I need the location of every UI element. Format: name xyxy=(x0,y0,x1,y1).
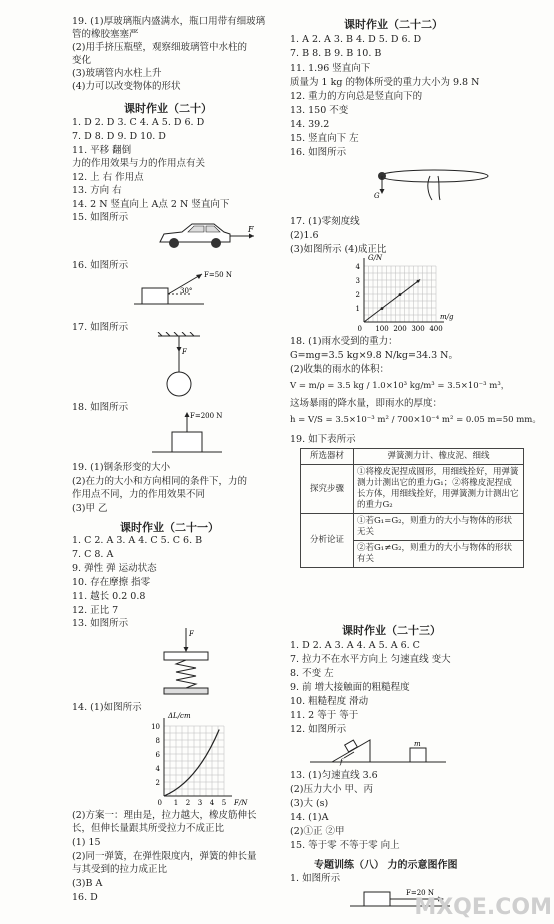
force-label: F xyxy=(189,630,194,638)
answer-line: 11. 2 等于 等于 xyxy=(290,710,359,721)
data-point xyxy=(399,293,402,296)
y-tick-label: 6 xyxy=(155,751,160,759)
data-line xyxy=(364,279,420,322)
q19-line: 19. (1)厚玻璃瓶内盛满水，瓶口用带有细玻璃 xyxy=(72,16,266,27)
y-tick-label: 3 xyxy=(355,277,360,285)
answer-line: (2)同一弹簧，在弹性限度内，弹簧的伸长量 xyxy=(72,851,257,862)
force-label: F xyxy=(182,348,187,356)
table-cell: 探究步骤 xyxy=(301,465,354,514)
gravity-label: G xyxy=(374,192,380,200)
x-tick-label: 3 xyxy=(197,799,203,807)
answer-line: 13. (1)匀速直线 3.6 xyxy=(290,770,378,781)
answer-line: 14. 39.2 xyxy=(290,119,330,130)
answer-line: 11. 平移 翻倒 xyxy=(72,145,132,156)
answer-line: (1) 15 xyxy=(72,837,101,848)
table-cell: ②若G₁≠G₂，则重力的大小与物体的形状有关 xyxy=(354,541,524,568)
x-tick-label: 5 xyxy=(221,799,227,807)
circular-motion-figure xyxy=(342,158,492,202)
box-force-figure xyxy=(152,410,232,456)
q19-line: (4)力可以改变物体的形状 xyxy=(72,81,181,92)
answer-line: G=mg=3.5 kg×9.8 N/kg=34.3 N。 xyxy=(290,350,458,361)
answer-line: 9. 弹性 弹 运动状态 xyxy=(72,563,157,574)
answer-line: 这场暴雨的降水量，即雨水的厚度： xyxy=(290,398,443,409)
answer-line: 长，但伸长量跟其所受拉力不成正比 xyxy=(72,823,225,834)
hanging-ball-figure xyxy=(154,332,214,402)
y-axis-label: ΔL/cm xyxy=(168,712,191,720)
answer-line: 15. 如图所示 xyxy=(72,212,129,223)
answer-line: 19. (1)钢条形变的大小 xyxy=(72,462,171,473)
heading-lesson-21: 课时作业（二十一） xyxy=(120,521,219,534)
car-figure xyxy=(158,222,258,252)
answer-line: (3)B A xyxy=(72,878,103,889)
y-tick-label: 2 xyxy=(155,779,160,787)
table-cell: 弹簧测力计、橡皮泥、细线 xyxy=(354,449,524,465)
answer-line: 10. 存在摩擦 指零 xyxy=(72,577,151,588)
force-label: F xyxy=(248,225,254,234)
q19-line: 变化 xyxy=(72,55,92,66)
x-tick-label: 400 xyxy=(429,325,443,333)
answer-line: 17. (1)零刻度线 xyxy=(290,216,360,227)
x-tick-label: 1 xyxy=(173,799,179,807)
answer-line: 12. 正比 7 xyxy=(72,605,119,616)
graph-G-vs-m xyxy=(348,254,458,334)
x-tick-label: 2 xyxy=(185,799,191,807)
heading-lesson-23: 课时作业（二十三） xyxy=(342,624,441,637)
table-cell: 分析论证 xyxy=(301,514,354,568)
x-tick-label: 300 xyxy=(411,325,425,333)
experiment-table xyxy=(300,448,524,568)
x-axis-label: F/N xyxy=(234,799,248,807)
answer-line: 力的作用效果与力的作用点有关 xyxy=(72,158,206,169)
x-axis-label: m/g xyxy=(440,313,454,321)
answer-line: (2)①正 ②甲 xyxy=(290,826,345,837)
answer-line: 14. 2 N 竖直向上 A点 2 N 竖直向下 xyxy=(72,199,230,210)
answer-line: 14. (1)A xyxy=(290,812,329,823)
answer-line: 13. 如图所示 xyxy=(72,618,129,629)
answer-line: 1. D 2. D 3. C 4. A 5. D 6. D xyxy=(72,117,205,128)
x-tick-label: 4 xyxy=(209,799,215,807)
answer-line: (2)收集的雨水的体积： xyxy=(290,364,389,375)
answer-line: (2)方案一：理由是，拉力越大，橡皮筋伸长 xyxy=(72,810,257,821)
answer-line: 11. 越长 0.2 0.8 xyxy=(72,591,146,602)
y-tick-label: 8 xyxy=(155,737,160,745)
data-curve xyxy=(164,730,219,797)
friction-label: f xyxy=(340,758,343,766)
y-tick-label: 4 xyxy=(355,263,360,271)
force-label: F=20 N xyxy=(406,889,434,897)
formula-line: V = m/ρ = 3.5 kg / 1.0×10³ kg/m³ = 3.5×10⁻³ m³， xyxy=(290,381,510,391)
answer-line: 14. (1)如图所示 xyxy=(72,702,142,713)
answer-line: (3)如图所示 (4)成正比 xyxy=(290,244,387,255)
y-tick-label: 10 xyxy=(151,723,160,731)
answer-line: 与其受到的拉力成正比 xyxy=(72,864,168,875)
formula-line: h = V/S = 3.5×10⁻³ m² / 700×10⁻⁴ m² = 0.05 m=50 mm。 xyxy=(290,415,541,425)
block-30deg-figure xyxy=(134,268,244,308)
answer-line: 12. 上 右 作用点 xyxy=(72,172,144,183)
y-tick-label: 4 xyxy=(155,765,160,773)
answer-line: 7. C 8. A xyxy=(72,549,114,560)
incline-friction-figure xyxy=(310,730,450,766)
answer-line: (2)在力的大小和方向相同的条件下，力的 xyxy=(72,476,247,487)
answer-line: (3)大 (s) xyxy=(290,798,329,809)
answer-line: (3)甲 乙 xyxy=(72,503,108,514)
answer-line: 11. 1.96 竖直向下 xyxy=(290,63,371,74)
table-cell: 所选器材 xyxy=(301,449,354,465)
answer-line: 10. 粗糙程度 滑动 xyxy=(290,696,369,707)
answer-line: 质量为 1 kg 的物体所受的重力大小为 9.8 N xyxy=(290,77,480,88)
answer-line: 15. 竖直向下 左 xyxy=(290,133,359,144)
answer-line: 16. D xyxy=(72,892,98,903)
answer-line: 1. A 2. A 3. B 4. D 5. D 6. D xyxy=(290,34,422,45)
answer-line: 13. 方向 右 xyxy=(72,185,122,196)
data-point xyxy=(381,307,384,310)
answer-line: 作用点不同，力的作用效果不同 xyxy=(72,489,206,500)
q19-line: (3)玻璃管内水柱上升 xyxy=(72,68,162,79)
answer-line: 7. D 8. D 9. D 10. D xyxy=(72,131,166,142)
force-label: F=200 N xyxy=(190,412,223,420)
answer-line: 7. 拉力不在水平方向上 匀速直线 变大 xyxy=(290,654,451,665)
table-cell: ①若G₁=G₂，则重力的大小与物体的形状无关 xyxy=(354,514,524,541)
answer-line: 13. 150 不变 xyxy=(290,105,349,116)
spring-figure xyxy=(156,626,226,698)
answer-line: (2)1.6 xyxy=(290,230,319,241)
answer-line: 12. 重力的方向总是竖直向下的 xyxy=(290,91,423,102)
angle-label: 30° xyxy=(180,287,193,295)
y-axis-label: G/N xyxy=(368,254,383,262)
q19-line: 管的橡胶塞塞严 xyxy=(72,29,139,40)
answer-line: 1. C 2. A 3. A 4. C 5. C 6. B xyxy=(72,535,203,546)
answer-line: 1. 如图所示 xyxy=(290,873,341,884)
answer-line: 18. 如图所示 xyxy=(72,402,129,413)
x-tick-label: 200 xyxy=(393,325,407,333)
data-point xyxy=(417,280,420,283)
answer-line: 19. 如下表所示 xyxy=(290,434,356,445)
answer-line: 8. 不变 左 xyxy=(290,668,334,679)
origin-label: 0 xyxy=(357,325,362,333)
watermark: MXQE.COM xyxy=(414,895,552,920)
heading-lesson-22: 课时作业（二十二） xyxy=(344,18,443,31)
answer-line: 18. (1)雨水受到的重力： xyxy=(290,336,398,347)
heading-lesson-20: 课时作业（二十） xyxy=(124,102,212,115)
force-label: F=50 N xyxy=(204,271,232,279)
answer-line: 15. 等于零 不等于零 向上 xyxy=(290,840,400,851)
y-tick-label: 2 xyxy=(355,291,360,299)
table-cell: ①将橡皮泥捏成圆形，用细线拴好，用弹簧测力计测出它的重力G₁；②将橡皮泥捏成长方体，用细线拴好，用弹簧测力计测出它的重力G₂ xyxy=(354,465,524,514)
answer-line: 1. D 2. A 3. A 4. A 5. A 6. C xyxy=(290,640,420,651)
mass-label: m xyxy=(414,740,421,748)
answer-line: 12. 如图所示 xyxy=(290,724,347,735)
q19-line: (2)用手挤压瓶壁，观察细玻璃管中水柱的 xyxy=(72,42,247,53)
graph-deltaL-vs-F xyxy=(142,710,252,808)
answer-line: 16. 如图所示 xyxy=(72,260,129,271)
answer-line: 7. B 8. B 9. B 10. B xyxy=(290,48,382,59)
answer-line: 9. 前 增大接触面的粗糙程度 xyxy=(290,682,410,693)
origin-label: 0 xyxy=(157,799,162,807)
y-tick-label: 1 xyxy=(355,305,360,313)
answer-line: 16. 如图所示 xyxy=(290,147,347,158)
answer-line: (2)压力大小 甲、丙 xyxy=(290,784,373,795)
answer-line: 17. 如图所示 xyxy=(72,322,129,333)
heading-special-8: 专题训练（八） 力的示意图作图 xyxy=(314,860,458,871)
x-tick-label: 100 xyxy=(375,325,389,333)
